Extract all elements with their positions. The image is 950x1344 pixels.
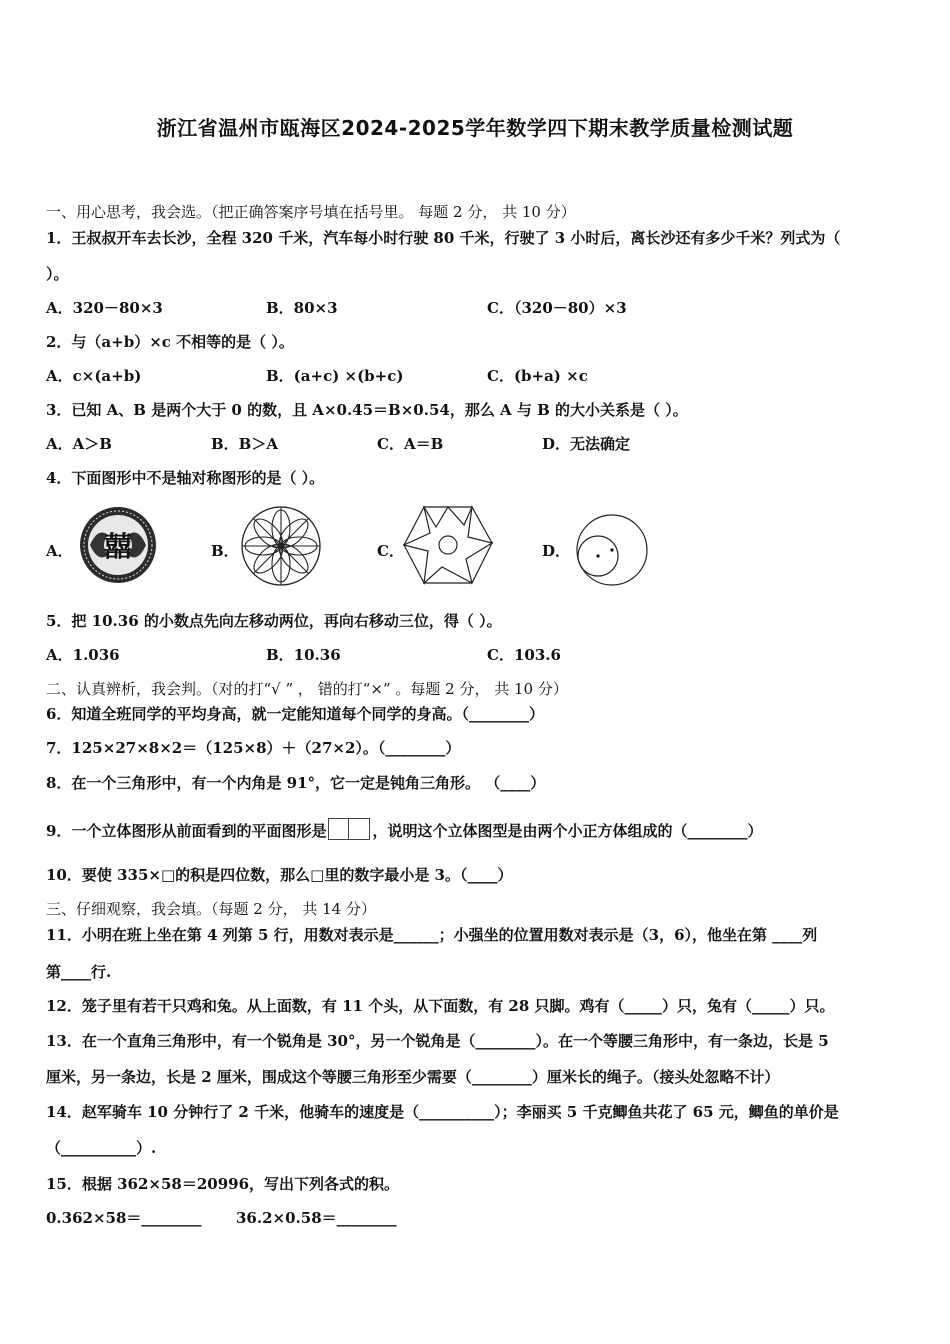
question-9-text-post: ，说明这个立体图型是由两个小正方体组成的（________） (372, 822, 763, 840)
question-1-option-a: A．320－80×3 (46, 299, 163, 317)
section-3-heading: 三、仔细观察，我会填。（每题 2 分， 共 14 分） (46, 900, 376, 918)
question-5-option-b: B．10.36 (266, 646, 341, 664)
question-1-line-1: 1．王叔叔开车去长沙，全程 320 千米，汽车每小时行驶 80 千米，行驶了 3 小时后，离长沙还有多少千米？列式为（ (46, 229, 841, 247)
question-4-option-b-label: B． (211, 542, 239, 560)
question-2-option-a: A．c×(a+b) (46, 367, 142, 385)
question-15-expression-1: 0.362×58＝________ (46, 1209, 202, 1227)
question-3: 3．已知 A、B 是两个大于 0 的数，且 A×0.45＝B×0.54，那么 A 与 B 的大小关系是（ ）。 (46, 401, 688, 419)
question-15: 15．根据 362×58＝20996，写出下列各式的积。 (46, 1175, 400, 1193)
question-11-line-1: 11．小明在班上坐在第 4 列第 5 行，用数对表示是______；小强坐的位置用数对表示是（3，6），他坐在第 ____列 (46, 926, 818, 944)
question-3-option-d: D．无法确定 (542, 435, 631, 453)
question-14-line-2: （__________）. (46, 1139, 157, 1157)
question-13-line-2: 厘米，另一条边，长是 2 厘米，围成这个等腰三角形至少需要（________）厘米长的绳子。（接头处忽略不计） (46, 1068, 780, 1086)
flower-circle-figure (240, 505, 322, 587)
two-squares-figure (328, 818, 370, 840)
question-14-line-1: 14．赵军骑车 10 分钟行了 2 千米，他骑车的速度是（__________）；李丽买 5 千克鲫鱼共花了 65 元，鲫鱼的单价是 (46, 1103, 839, 1121)
question-4-option-c-label: C． (377, 542, 404, 560)
question-11-line-2: 第____行. (46, 963, 112, 981)
question-5: 5．把 10.36 的小数点先向左移动两位，再向右移动三位，得（ ）。 (46, 612, 502, 630)
question-1-line-2: ）。 (46, 265, 69, 283)
question-2-option-c: C．(b+a) ×c (487, 367, 588, 385)
question-2-option-b: B．(a+c) ×(b+c) (266, 367, 404, 385)
question-13-line-1: 13．在一个直角三角形中，有一个锐角是 30°，另一个锐角是（________）。在一个等腰三角形中，有一条边，长是 5 (46, 1032, 829, 1050)
page-title: 浙江省温州市瓯海区2024-2025学年数学四下期末教学质量检测试题 (156, 116, 794, 140)
pinwheel-figure (402, 503, 494, 587)
question-4-option-a-label: A． (46, 542, 73, 560)
question-10: 10．要使 335×□的积是四位数，那么□里的数字最小是 3。（____） (46, 866, 513, 884)
double-happiness-glyph: 囍 (103, 530, 133, 563)
question-3-option-c: C．A＝B (377, 435, 444, 453)
question-2: 2．与（a+b）×c 不相等的是（ ）。 (46, 333, 294, 351)
question-6: 6．知道全班同学的平均身高，就一定能知道每个同学的身高。（________） (46, 705, 544, 723)
question-3-option-a: A．A＞B (46, 435, 112, 453)
double-happiness-figure (78, 505, 158, 585)
section-1-heading: 一、用心思考，我会选。（把正确答案序号填在括号里。 每题 2 分， 共 10 分） (46, 203, 576, 221)
question-5-option-a: A．1.036 (46, 646, 120, 664)
question-9 (46, 818, 762, 841)
question-1-option-b: B．80×3 (266, 299, 338, 317)
question-12: 12．笼子里有若干只鸡和兔。从上面数，有 11 个头，从下面数，有 28 只脚。鸡有（_____）只，兔有（_____）只。 (46, 997, 835, 1015)
question-8: 8．在一个三角形中，有一个内角是 91°，它一定是钝角三角形。 （____） (46, 774, 546, 792)
question-5-option-c: C．103.6 (487, 646, 561, 664)
question-4: 4．下面图形中不是轴对称图形的是（ ）。 (46, 469, 325, 487)
question-9-text-pre: 9．一个立体图形从前面看到的平面图形是 (46, 822, 327, 840)
question-7: 7．125×27×8×2＝（125×8）＋（27×2）。（________） (46, 739, 461, 757)
question-1-option-c: C．（320－80）×3 (487, 299, 627, 317)
question-3-option-b: B．B＞A (211, 435, 278, 453)
question-15-expression-2: 36.2×0.58＝________ (236, 1209, 397, 1227)
question-4-option-d-label: D． (542, 542, 571, 560)
section-2-heading: 二、认真辨析，我会判。（对的打“√ ” ， 错的打“×” 。每题 2 分， 共 10 分） (46, 680, 568, 698)
nested-circles-figure (574, 512, 650, 588)
